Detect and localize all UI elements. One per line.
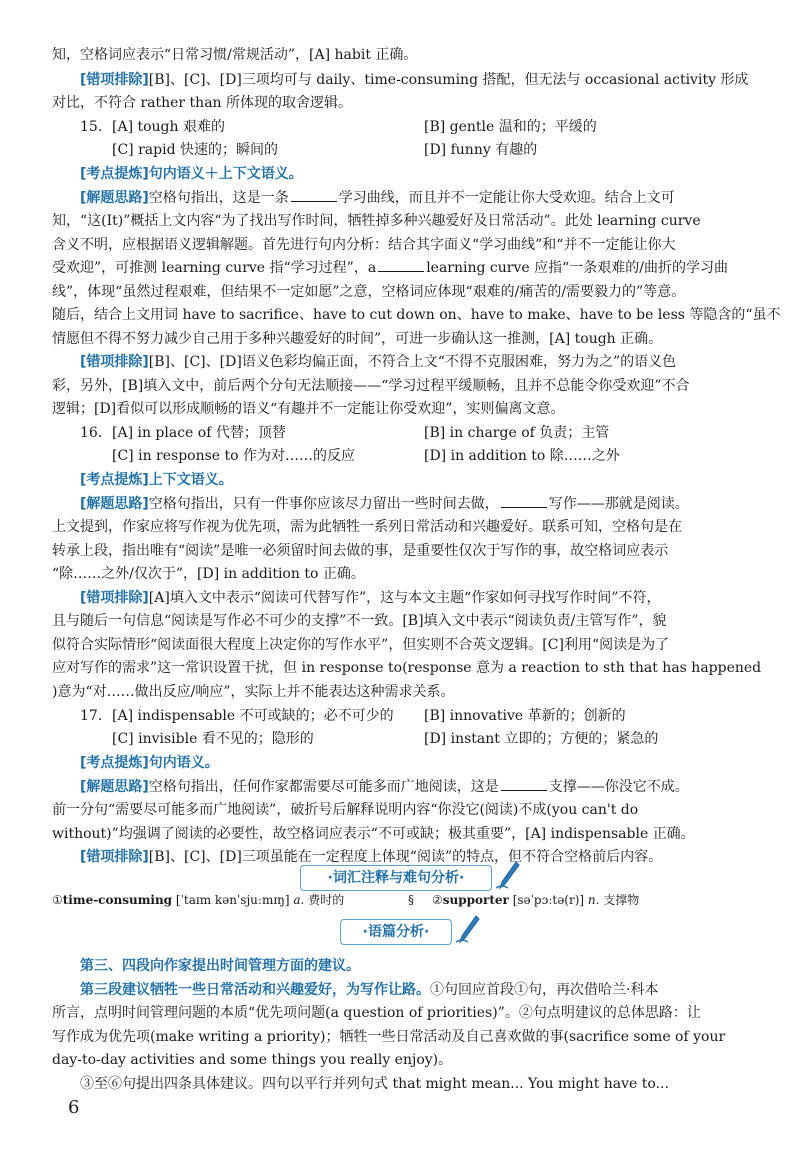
text-line: 且与随后一句信息“阅读是写作必不可少的支撑”不一致。[B]填入文中表示“阅读负责/主管写作”，貌 (52, 613, 667, 629)
section-tag: [考点提炼] (80, 166, 149, 182)
text-line: [解题思路]空格句指出，这是一条 学习曲线，而且并不一定能让你大受欢迎。结合上文可 (80, 190, 675, 206)
section-tag: [解题思路] (80, 779, 149, 795)
question-number: 15. (80, 119, 103, 135)
option-b: [B] gentle 温和的；平缓的 (424, 119, 597, 135)
vocab-separator: § (408, 893, 414, 907)
option-d: [D] instant 立即的；方便的；紧急的 (424, 731, 659, 747)
section-tag: [错项排除] (80, 354, 149, 370)
text-line: 含义不明，应根据语义逻辑解题。首先进行句内分析：结合其字面义“学习曲线”和“并不一定能让你大 (52, 237, 676, 253)
text-line: 线”，体现“虽然过程艰难，但结果不一定如愿”之意，空格词应体现“艰难的/痛苦的/需要毅力的”等意。 (52, 284, 686, 300)
text-line: 写作成为优先项(make writing a priority)；牺牲一些日常活动及自己喜欢做的事(sacrifice some of your (52, 1029, 726, 1045)
option-c: [C] rapid 快速的；瞬间的 (112, 142, 278, 158)
section-tag: [错项排除] (80, 849, 149, 865)
text-line: 受欢迎”，可推测 learning curve 指“学习过程”，a learning curve 应指“一条艰难的/曲折的学习曲 (52, 260, 728, 276)
text-line: day-to-day activities and some things you really enjoy)。 (52, 1052, 453, 1068)
text-line: 前一分句“需要尽可能多而广地阅读”，破折号后解释说明内容“你没它(阅读)不成(you can't do (52, 802, 639, 818)
blank-line (291, 189, 337, 202)
option-c: [C] invisible 看不见的；隐形的 (112, 731, 314, 747)
section-tag: [考点提炼] (80, 755, 149, 771)
text-line: 所言，点明时间管理问题的本质“优先项问题(a question of priorities)”。②句点明建议的总体思路：让 (52, 1005, 701, 1021)
text-line: 情愿但不得不努力减少自己用于多种兴趣爱好的时间”，可进一步确认这一推测，[A] tough 正确。 (52, 331, 663, 347)
question-number: 17. (80, 708, 103, 724)
option-a: [A] tough 艰难的 (112, 119, 225, 135)
option-a: [A] indispensable 不可或缺的；必不可少的 (112, 708, 394, 724)
text-line: 转承上段，指出唯有“阅读”是唯一必须留时间去做的事，是重要性仅次于写作的事，故空格词应表示 (52, 543, 669, 559)
option-c: [C] in response to 作为对……的反应 (112, 448, 356, 464)
vocab-section-title: ·词汇注释与难句分析· (300, 865, 492, 891)
pen-icon (494, 860, 520, 890)
question-number: 16. (80, 425, 103, 441)
section-tag: [解题思路] (80, 496, 149, 512)
text-line: ③至⑥句提出四条具体建议。四句以平行并列句式 that might mean... You might have to... (80, 1076, 669, 1092)
vocab-word: supporter (442, 893, 509, 907)
text-line: )意为“对……做出反应/响应”，实际上并不能表达这种需求关系。 (52, 684, 455, 700)
blank-line (378, 259, 424, 272)
text-line: [考点提炼]上下文语义。 (80, 472, 233, 488)
text-line: [错项排除][B]、[C]、[D]三项虽能在一定程度上体现“阅读”的特点，但不符合空格前后内容。 (80, 849, 663, 865)
option-b: [B] in charge of 负责；主管 (424, 425, 610, 441)
option-d: [D] in addition to 除……之外 (424, 448, 620, 464)
passage-section-title: ·语篇分析· (340, 919, 452, 945)
section-tag: [考点提炼] (80, 472, 149, 488)
option-d: [D] funny 有趣的 (424, 142, 538, 158)
phonetic: [ˈtaɪm kənˈsjuːmɪŋ] (175, 893, 290, 907)
text-line: 上文提到，作家应将写作视为优先项，需为此牺牲一系列日常活动和兴趣爱好。联系可知，空格句是在 (52, 519, 682, 535)
text-line: [考点提炼]句内语义＋上下文语义。 (80, 166, 303, 182)
text-line: 似符合实际情形“阅读面很大程度上决定你的写作水平”，但实则不合英文逻辑。[C]利用“阅读是为了 (52, 637, 670, 653)
section-tag: [错项排除] (80, 590, 149, 606)
text-line: [解题思路]空格句指出，任何作家都需要尽可能多而广地阅读，这是 支撑——你没它不成。 (80, 779, 689, 795)
text-line: 彩，另外，[B]填入文中，前后两个分句无法顺接——“学习过程平缓顺畅，且并不总能令你受欢迎”不合 (52, 378, 690, 394)
text-line: “除……之外/仅次于”，[D] in addition to 正确。 (52, 566, 365, 582)
text-line: [错项排除][B]、[C]、[D]语义色彩均偏正面，不符合上文“不得不克服困难，努力为之”的语义色 (80, 354, 677, 370)
blank-line (501, 495, 547, 508)
text-line: 应对写作的需求”这一常识设置干扰，但 in response to(response 意为 a reaction to sth that has happened (52, 660, 762, 676)
text-line: [解题思路]空格句指出，只有一件事你应该尽力留出一些时间去做， 写作——那就是阅读。 (80, 496, 689, 512)
vocab-entry: ②supporter [səˈpɔːtə(r)] n. 支撑物 (432, 893, 640, 907)
option-a: [A] in place of 代替；顶替 (112, 425, 286, 441)
text-line: 逻辑；[D]看似可以形成顺畅的语义“有趣并不一定能让你受欢迎”，实则偏离文意。 (52, 401, 565, 417)
section-tag: [错项排除] (80, 72, 149, 88)
vocab-entry: ①time-consuming [ˈtaɪm kənˈsjuːmɪŋ] a. 费时的 (52, 893, 345, 907)
text-line: 随后，结合上文用词 have to sacrifice、have to cut down on、have to make、have to be less 等隐含的“虽不 (52, 307, 781, 323)
phonetic: [səˈpɔːtə(r)] (512, 893, 585, 907)
text-line: [考点提炼]句内语义。 (80, 755, 219, 771)
text-line: [错项排除][A]填入文中表示“阅读可代替写作”，这与本文主题“作家如何寻找写作时间”不符， (80, 590, 661, 606)
analysis-heading: 第三、四段向作家提出时间管理方面的建议。 (80, 958, 360, 974)
section-tag: [解题思路] (80, 190, 149, 206)
text-line: 知，“这(It)”概括上文内容“为了找出写作时间，牺牲掉多种兴趣爱好及日常活动”。此处 learning curve (52, 213, 701, 229)
pen-icon (454, 914, 480, 944)
text-line: 第三段建议牺牲一些日常活动和兴趣爱好，为写作让路。①句回应首段①句，再次借哈兰·科本 (80, 982, 659, 998)
text-line: without)”均强调了阅读的必要性，故空格词应表示“不可或缺；极其重要”，[A] indispensable 正确。 (52, 826, 695, 842)
vocab-word: time-consuming (62, 893, 173, 907)
text-line: 知，空格词应表示“日常习惯/常规活动”，[A] habit 正确。 (52, 47, 418, 63)
page-number: 6 (68, 1097, 80, 1118)
text-line: [错项排除][B]、[C]、[D]三项均可与 daily、time-consuming 搭配，但无法与 occasional activity 形成 (80, 72, 749, 88)
option-b: [B] innovative 革新的；创新的 (424, 708, 626, 724)
text-line: 对比，不符合 rather than 所体现的取舍逻辑。 (52, 95, 353, 111)
blank-line (501, 778, 547, 791)
